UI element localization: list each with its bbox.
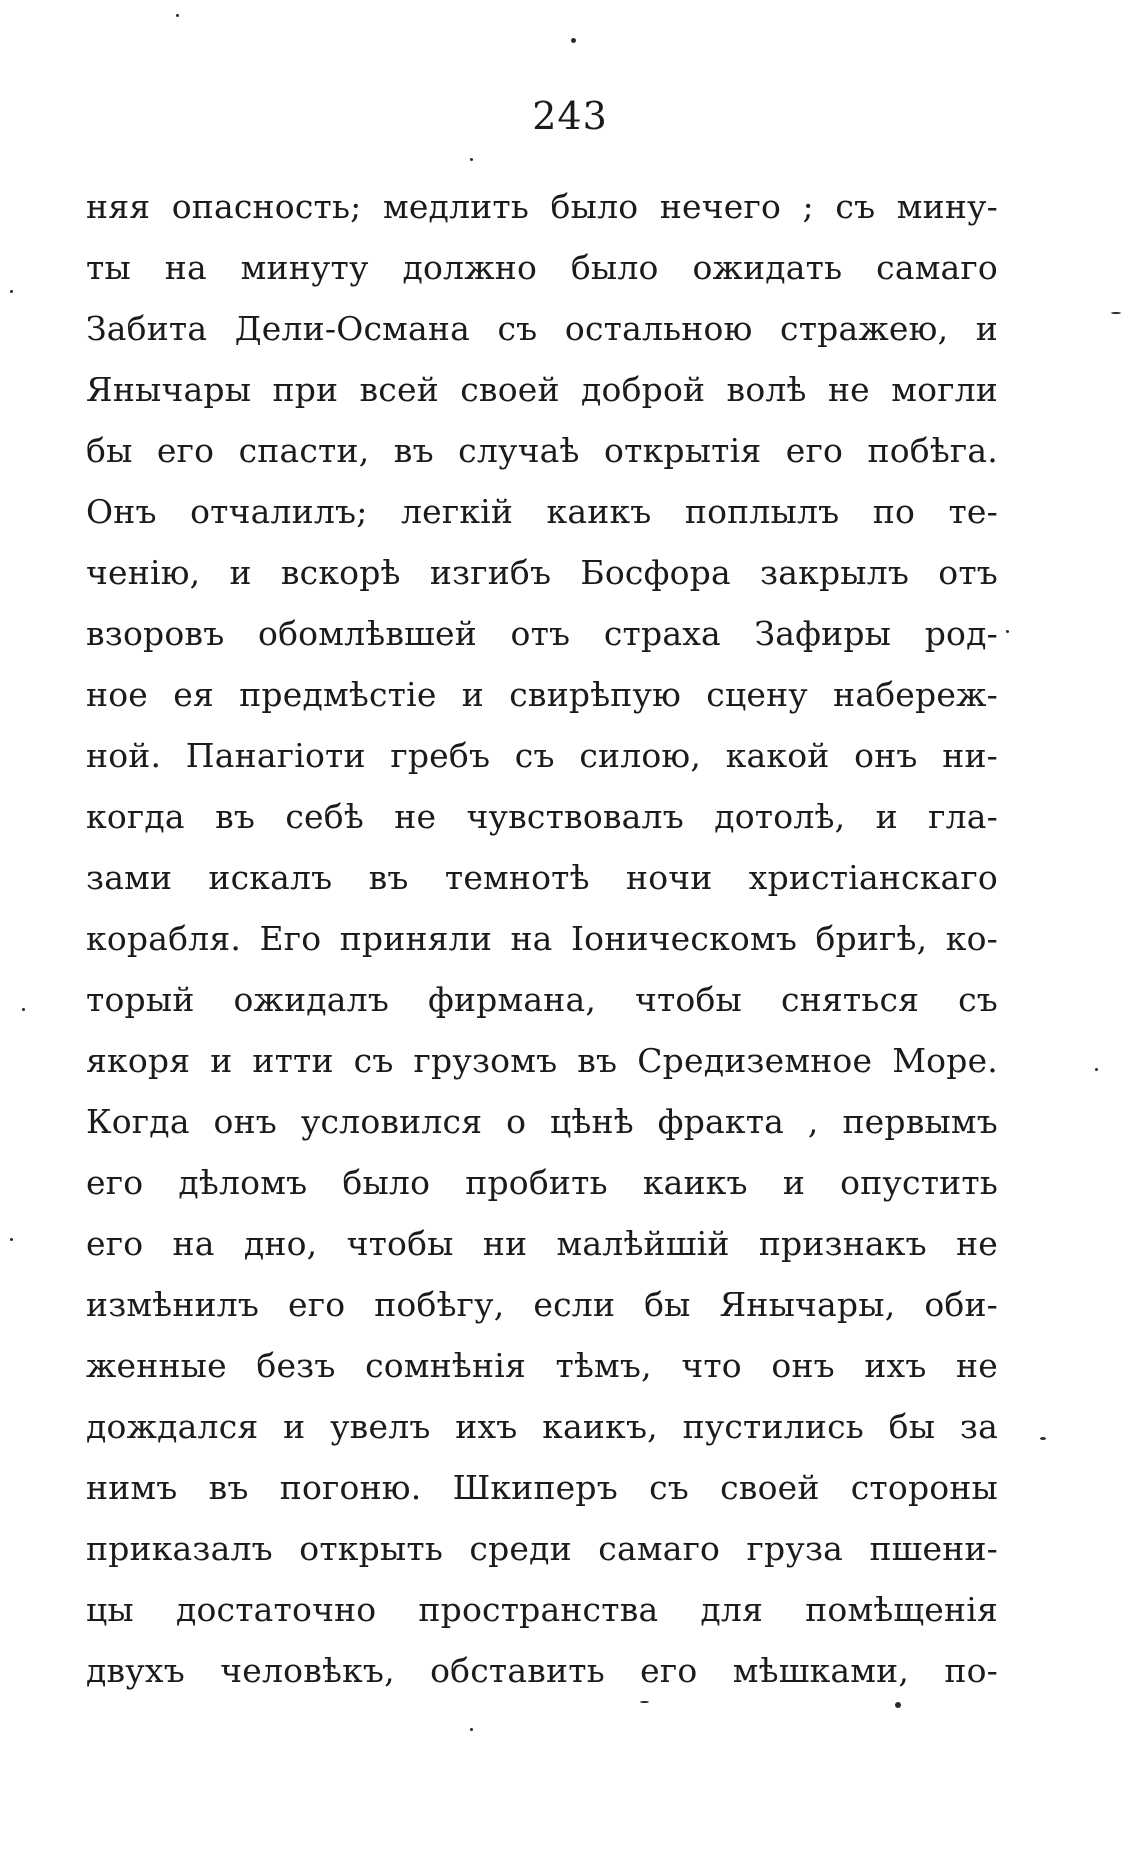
text-line: измѣнилъ его побѣгу, если бы Янычары, оби- (86, 1285, 998, 1324)
scan-speck (1095, 1068, 1098, 1071)
text-line: ченію, и вскорѣ изгибъ Босфора закрылъ отъ (86, 553, 998, 592)
scan-speck (1111, 312, 1121, 314)
text-line: ты на минуту должно было ожидать самаго (86, 248, 998, 287)
text-line: ной. Панагіоти гребъ съ силою, какой онъ ни- (86, 736, 998, 775)
text-line: Янычары при всей своей доброй волѣ не могли (86, 370, 998, 409)
text-line: зами искалъ въ темнотѣ ночи христіанскаго (86, 858, 998, 897)
text-line: приказалъ открыть среди самаго груза пшени- (86, 1529, 998, 1568)
scan-speck (895, 1702, 901, 1708)
text-line: няя опасность; медлить было нечего ; съ мину- (86, 187, 998, 226)
text-line: корабля. Его приняли на Іоническомъ бригѣ, ко- (86, 919, 998, 958)
text-line: дождался и увелъ ихъ каикъ, пустились бы за (86, 1407, 998, 1446)
text-line: двухъ человѣкъ, обставить его мѣшками, по- (86, 1651, 998, 1690)
scan-speck (176, 14, 179, 17)
text-line: якоря и итти съ грузомъ въ Средиземное Море. (86, 1041, 998, 1080)
body-text (86, 176, 998, 1701)
text-line: Когда онъ условился о цѣнѣ фракта , первымъ (86, 1102, 998, 1141)
text-line: его на дно, чтобы ни малѣйшій признакъ не (86, 1224, 998, 1263)
text-line: цы достаточно пространства для помѣщенія (86, 1590, 998, 1629)
page-number: 243 (532, 94, 608, 138)
scan-speck (640, 1701, 649, 1703)
scan-speck (571, 38, 576, 43)
text-line: торый ожидалъ фирмана, чтобы сняться съ (86, 980, 998, 1019)
scan-speck (10, 1238, 13, 1241)
scan-speck (470, 1728, 473, 1731)
text-line: ное ея предмѣстіе и свирѣпую сцену набереж- (86, 675, 998, 714)
scan-speck (1006, 630, 1009, 633)
scan-speck (1040, 1437, 1046, 1440)
scan-speck (10, 290, 13, 293)
text-line: женные безъ сомнѣнія тѣмъ, что онъ ихъ не (86, 1346, 998, 1385)
text-line: его дѣломъ было пробить каикъ и опустить (86, 1163, 998, 1202)
text-line: Онъ отчалилъ; легкій каикъ поплылъ по те- (86, 492, 998, 531)
scan-speck (22, 1008, 25, 1011)
text-line: Забита Дели-Османа съ остальною стражею, и (86, 309, 998, 348)
text-line: когда въ себѣ не чувствовалъ дотолѣ, и гла- (86, 797, 998, 836)
text-line: нимъ въ погоню. Шкиперъ съ своей стороны (86, 1468, 998, 1507)
text-line: бы его спасти, въ случаѣ открытія его побѣга. (86, 431, 998, 470)
text-line: взоровъ обомлѣвшей отъ страха Зафиры род- (86, 614, 998, 653)
scan-speck (470, 158, 473, 161)
